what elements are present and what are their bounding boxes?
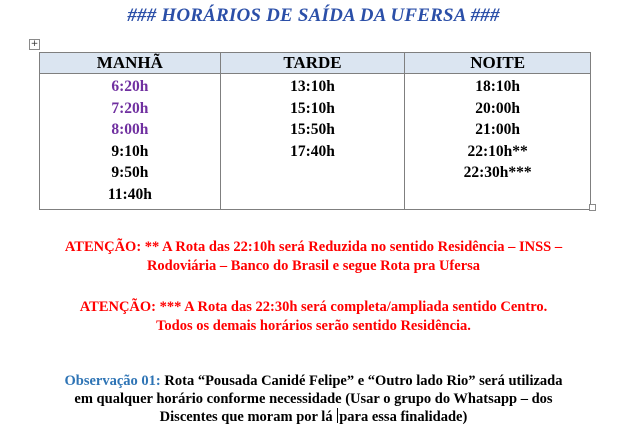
header-afternoon: TARDE — [220, 53, 405, 74]
night-time: 22:10h** — [467, 142, 528, 160]
header-morning: MANHÃ — [40, 53, 221, 74]
morning-time: 6:20h — [111, 78, 149, 95]
afternoon-time: 15:10h — [290, 99, 335, 117]
afternoon-time: 13:10h — [290, 78, 335, 95]
afternoon-time: 17:40h — [290, 142, 335, 160]
notice-route-2230 — [0, 298, 627, 336]
table-resize-handle-icon[interactable] — [589, 204, 596, 211]
notice-line: Todos os demais horários serão sentido Residência. — [156, 318, 471, 334]
table-row — [40, 74, 591, 210]
morning-time: 8:00h — [111, 121, 149, 138]
observation-paragraph — [0, 373, 627, 427]
schedule-table — [39, 52, 591, 210]
night-time: 21:00h — [475, 121, 521, 138]
morning-time: 9:50h — [111, 164, 149, 181]
table-move-handle-icon[interactable]: + — [30, 39, 39, 49]
table-header-row — [40, 53, 591, 74]
observation-line — [0, 408, 627, 427]
night-time: 22:30h*** — [463, 164, 532, 181]
page-title: ### HORÁRIOS DE SAÍDA DA UFERSA ### — [127, 5, 500, 26]
morning-times-cell — [40, 74, 221, 210]
afternoon-times-cell — [220, 74, 405, 210]
observation-line — [0, 373, 627, 391]
night-time: 20:00h — [475, 99, 521, 117]
night-times-cell — [405, 74, 591, 210]
notice-line: ATENÇÃO: ** A Rota das 22:10h será Reduzida no sentido Residência – INSS – — [64, 239, 563, 255]
header-night: NOITE — [405, 53, 591, 74]
notice-line: Rodoviária – Banco do Brasil e segue Rota pra Ufersa — [146, 258, 481, 274]
night-time: 18:10h — [475, 78, 521, 95]
notice-line: ATENÇÃO: *** A Rota das 22:30h será completa/ampliada sentido Centro. — [79, 299, 548, 315]
observation-text: Discentes que moram por lá — [159, 409, 337, 425]
morning-time: 11:40h — [107, 185, 152, 203]
observation-line: em qualquer horário conforme necessidade (Usar o grupo do Whatsapp – dos — [74, 390, 553, 407]
observation-label: Observação 01: — [64, 373, 161, 389]
observation-text: para essa finalidade) — [339, 409, 468, 425]
notice-route-2210 — [0, 238, 627, 276]
observation-text: Rota “Pousada Canidé Felipe” e “Outro lado Rio” será utilizada — [160, 373, 563, 389]
afternoon-time: 15:50h — [290, 121, 335, 138]
morning-time: 9:10h — [111, 142, 149, 160]
morning-time: 7:20h — [111, 99, 149, 117]
